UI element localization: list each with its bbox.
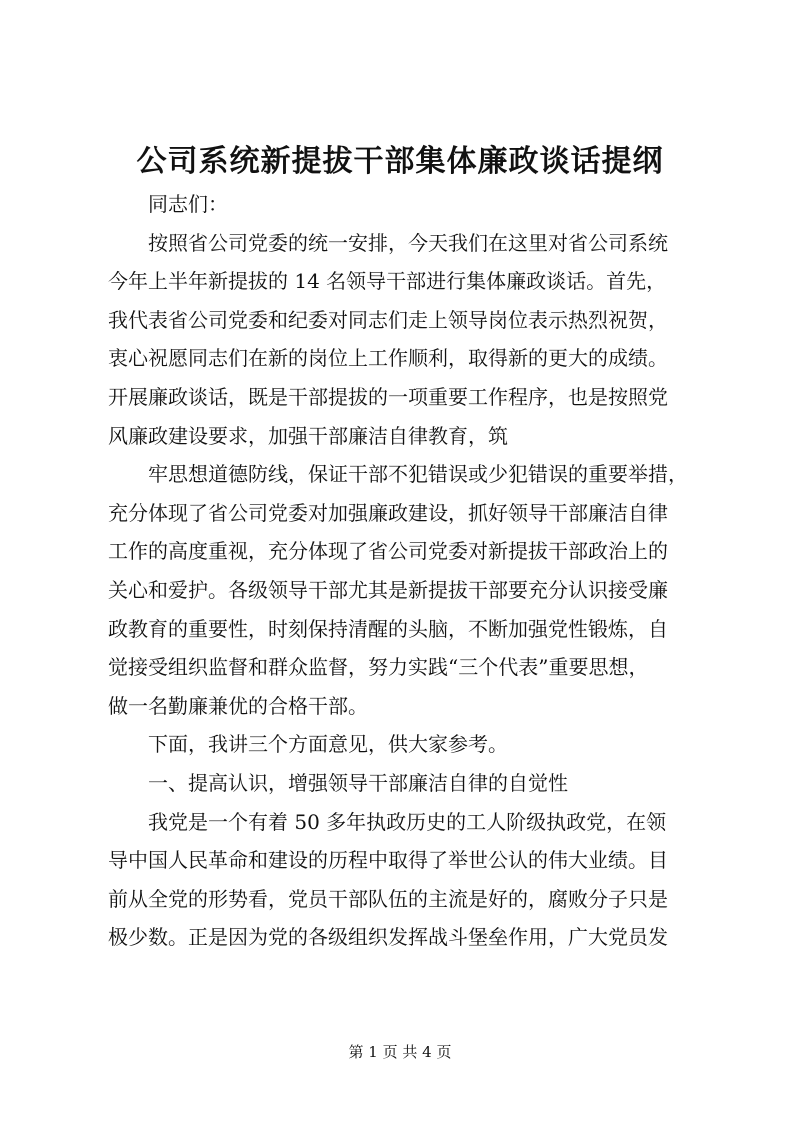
paragraph-line: 充分体现了省公司党委对加强廉政建设，抓好领导干部廉洁自律 <box>108 500 668 525</box>
document-title: 公司系统新提拔干部集体廉政谈话提纲 <box>136 144 664 179</box>
paragraph-line: 开展廉政谈话，既是干部提拔的一项重要工作程序，也是按照党 <box>108 384 668 409</box>
section-heading: 一、提高认识，增强领导干部廉洁自律的自觉性 <box>148 770 568 795</box>
salutation: 同志们： <box>148 192 228 216</box>
page-number-footer: 第 1 页 共 4 页 <box>348 1043 452 1061</box>
paragraph-line: 前从全党的形势看，党员干部队伍的主流是好的，腐败分子只是 <box>108 886 668 911</box>
paragraph-line: 关心和爱护。各级领导干部尤其是新提拔干部要充分认识接受廉 <box>108 577 668 602</box>
paragraph-line: 我代表省公司党委和纪委对同志们走上领导岗位表示热烈祝贺， <box>108 307 668 332</box>
paragraph-line: 觉接受组织监督和群众监督，努力实践“三个代表”重要思想， <box>108 655 649 680</box>
paragraph-line: 极少数。正是因为党的各级组织发挥战斗堡垒作用，广大党员发 <box>108 925 668 950</box>
paragraph-line: 风廉政建设要求，加强干部廉洁自律教育，筑 <box>108 423 508 448</box>
paragraph-line: 政教育的重要性，时刻保持清醒的头脑，不断加强党性锻炼，自 <box>108 616 668 641</box>
paragraph-line: 牢思想道德防线，保证干部不犯错误或少犯错误的重要举措， <box>148 462 688 487</box>
paragraph-line: 工作的高度重视，充分体现了省公司党委对新提拔干部政治上的 <box>108 539 668 564</box>
paragraph-line: 做一名勤廉兼优的合格干部。 <box>108 693 368 718</box>
paragraph-line: 按照省公司党委的统一安排，今天我们在这里对省公司系统 <box>148 230 668 255</box>
paragraph-line: 今年上半年新提拔的 14 名领导干部进行集体廉政谈话。首先， <box>108 269 667 294</box>
document-body <box>108 185 718 957</box>
paragraph-line: 衷心祝愿同志们在新的岗位上工作顺利，取得新的更大的成绩。 <box>108 346 668 371</box>
paragraph-line: 下面，我讲三个方面意见，供大家参考。 <box>148 732 508 757</box>
paragraph-line: 我党是一个有着 50 多年执政历史的工人阶级执政党，在领 <box>148 809 667 834</box>
paragraph-line: 导中国人民革命和建设的历程中取得了举世公认的伟大业绩。目 <box>108 848 668 873</box>
